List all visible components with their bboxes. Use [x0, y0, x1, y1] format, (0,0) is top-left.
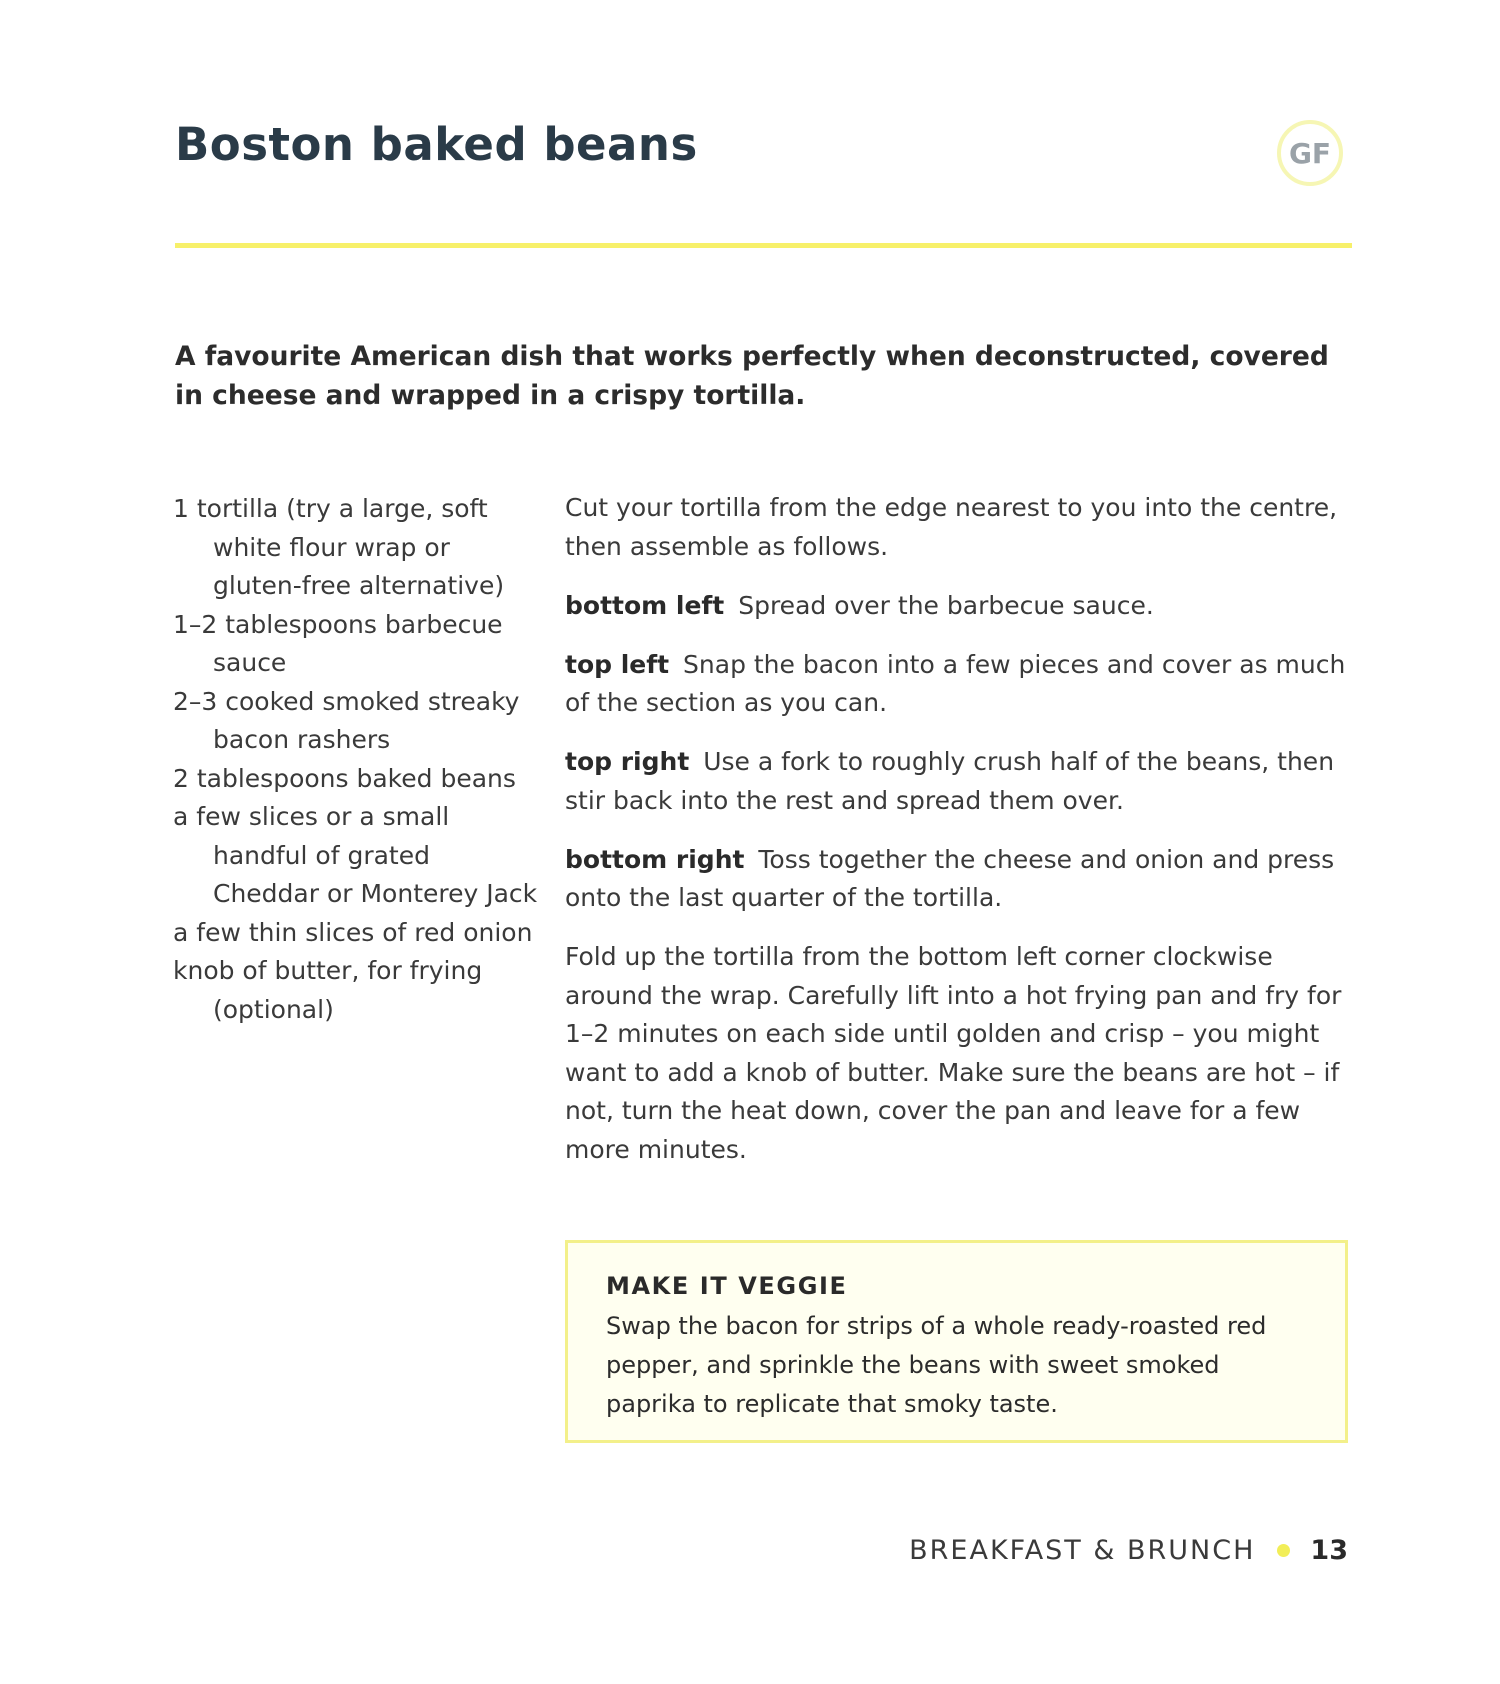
step-label: top right [565, 747, 690, 776]
title-divider [175, 243, 1352, 248]
method-step [565, 646, 1365, 723]
method-section [565, 489, 1365, 1190]
method-intro: Cut your tortilla from the edge nearest to you into the centre, then assemble as follows. [565, 493, 1338, 561]
tip-text: Swap the bacon for strips of a whole ready-roasted red pepper, and sprinkle the beans with sweet smoked paprika to replicate that smoky taste. [606, 1312, 1267, 1418]
ingredient-item: 2 tablespoons baked beans [173, 763, 516, 793]
page-footer [909, 1535, 1348, 1566]
step-text: Spread over the barbecue sauce. [738, 590, 1154, 620]
ingredient-item: knob of butter, for frying (optional) [173, 956, 483, 1024]
dot-icon [1277, 1544, 1290, 1557]
step-text: Toss together the cheese and onion and press onto the last quarter of the tortilla. [565, 844, 1335, 912]
ingredient-item: 2–3 cooked smoked streaky bacon rashers [173, 686, 520, 754]
ingredient-item: 1–2 tablespoons barbecue sauce [173, 609, 503, 677]
tip-title: MAKE IT VEGGIE [606, 1272, 848, 1300]
step-text: Use a fork to roughly crush half of the beans, then stir back into the rest and spread them over. [565, 747, 1335, 815]
ingredient-item: a few slices or a small handful of grated Cheddar or Monterey Jack [173, 802, 538, 908]
ingredient-item: 1 tortilla (try a large, soft white flour wrap or gluten-free alternative) [173, 494, 505, 600]
section-name: BREAKFAST & BRUNCH [909, 1535, 1256, 1566]
step-label: bottom right [565, 844, 745, 874]
ingredient-item: a few thin slices of red onion [173, 917, 533, 947]
recipe-intro: A favourite American dish that works perfectly when deconstructed, covered in cheese and wrapped in a crispy tortilla. [175, 341, 1329, 411]
step-label: bottom left [565, 590, 725, 620]
gluten-free-badge: GF [1277, 120, 1343, 186]
veggie-tip-box [565, 1240, 1348, 1443]
recipe-title: Boston baked beans [175, 118, 698, 171]
method-step [565, 587, 1365, 626]
method-step [565, 841, 1365, 918]
method-step [565, 743, 1365, 820]
step-label: top left [565, 649, 670, 679]
ingredients-list [173, 490, 543, 1029]
step-text: Snap the bacon into a few pieces and cover as much of the section as you can. [565, 649, 1346, 717]
page-number: 13 [1310, 1535, 1348, 1566]
method-final: Fold up the tortilla from the bottom left corner clockwise around the wrap. Carefully lift into a hot frying pan and fry for 1–2 minutes on each side until golden and crisp – you might want to add a knob of butter. Make sure the beans are hot – if not, turn the heat down, cover the pan and leave for a few more minutes. [565, 942, 1342, 1164]
